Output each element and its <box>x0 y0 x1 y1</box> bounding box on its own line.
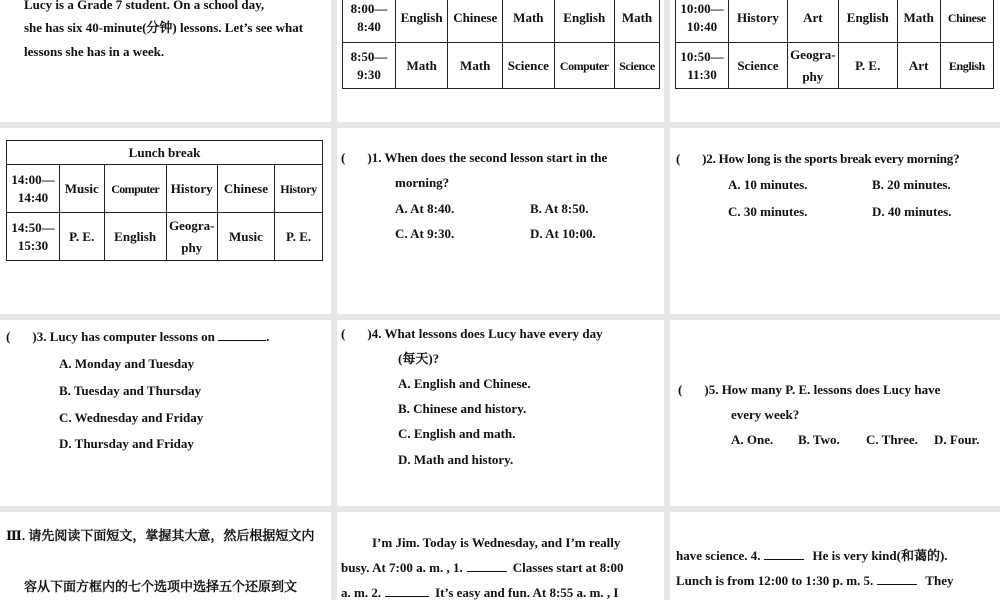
answer-blank[interactable] <box>218 328 266 341</box>
lesson-cell: English <box>554 0 615 43</box>
lunch-break-row: Lunch break <box>7 141 323 165</box>
lesson-cell: Chinese <box>448 0 503 43</box>
section-3-instruction-line-2: 容从下面方框内的七个选项中选择五个还原到文 <box>24 579 298 594</box>
lesson-cell: Art <box>787 0 838 43</box>
time-cell: 8:50— 9:30 <box>343 43 396 89</box>
panel-divider <box>0 506 1000 512</box>
lesson-cell: Geogra-phy <box>166 213 217 261</box>
question-4-option-c[interactable]: C. English and math. <box>398 426 516 441</box>
passage-line-3: a. m. 2. It’s easy and fun. At 8:55 a. m. , I <box>341 585 619 600</box>
question-1-stem: ( )1. When does the second lesson start in the <box>341 150 608 165</box>
section-3-instruction-line-1: Ⅲ. 请先阅读下面短文，掌握其大意，然后根据短文内 <box>6 528 315 543</box>
lesson-cell: History <box>166 165 217 213</box>
lesson-cell: English <box>396 0 448 43</box>
lesson-cell: Science <box>503 43 554 89</box>
lesson-cell: English <box>838 0 897 43</box>
question-4-option-b[interactable]: B. Chinese and history. <box>398 401 527 416</box>
time-cell: 8:00— 8:40 <box>343 0 396 43</box>
question-4-option-a[interactable]: A. English and Chinese. <box>398 376 531 391</box>
time-cell: 14:50— 15:30 <box>7 213 60 261</box>
intro-line-3: lessons she has in a week. <box>24 44 165 59</box>
panel-divider <box>0 122 1000 128</box>
lesson-cell: English <box>940 43 993 89</box>
schedule-table-afternoon <box>6 140 323 261</box>
question-1-option-c[interactable]: C. At 9:30. <box>395 226 455 241</box>
lesson-cell: History <box>275 165 323 213</box>
question-2-option-b[interactable]: B. 20 minutes. <box>872 177 951 192</box>
answer-blank[interactable] <box>467 559 507 572</box>
lesson-cell: P. E. <box>60 213 105 261</box>
question-1-option-b[interactable]: B. At 8:50. <box>530 201 589 216</box>
panel-divider <box>0 314 1000 320</box>
question-4-stem-cont: (每天)? <box>398 351 440 366</box>
question-4-stem: ( )4. What lessons does Lucy have every day <box>341 326 603 341</box>
question-3-option-a[interactable]: A. Monday and Tuesday <box>59 356 195 371</box>
question-1-option-a[interactable]: A. At 8:40. <box>395 201 455 216</box>
lesson-cell: Math <box>396 43 448 89</box>
schedule-table-morning-2 <box>675 0 994 89</box>
lesson-cell: Geogra-phy <box>787 43 838 89</box>
lesson-cell: Math <box>615 0 660 43</box>
question-5-stem-cont: every week? <box>731 407 800 422</box>
lesson-cell: Science <box>615 43 660 89</box>
passage-line-2: busy. At 7:00 a. m. , 1. Classes start at 8:00 <box>341 560 624 575</box>
question-1-stem-cont: morning? <box>395 175 450 190</box>
answer-blank[interactable] <box>764 547 804 560</box>
intro-line-1: Lucy is a Grade 7 student. On a school day, <box>24 0 265 12</box>
lesson-cell: Chinese <box>217 165 274 213</box>
lesson-cell: History <box>729 0 788 43</box>
lesson-cell: Music <box>217 213 274 261</box>
lesson-cell: Computer <box>554 43 615 89</box>
time-cell: 14:00— 14:40 <box>7 165 60 213</box>
question-1-option-d[interactable]: D. At 10:00. <box>530 226 596 241</box>
passage-line-1: I’m Jim. Today is Wednesday, and I’m really <box>372 535 621 550</box>
lesson-cell: Math <box>503 0 554 43</box>
question-2-option-d[interactable]: D. 40 minutes. <box>872 204 952 219</box>
question-3-option-b[interactable]: B. Tuesday and Thursday <box>59 383 202 398</box>
lesson-cell: Chinese <box>940 0 993 43</box>
schedule-table-morning-1 <box>342 0 660 89</box>
lesson-cell: Science <box>729 43 788 89</box>
passage-right-line-1: have science. 4. He is very kind(和蔼的). <box>676 548 948 563</box>
lesson-cell: Math <box>448 43 503 89</box>
question-5-option-b[interactable]: B. Two. <box>798 432 840 447</box>
question-2-option-a[interactable]: A. 10 minutes. <box>728 177 808 192</box>
question-5-option-c[interactable]: C. Three. <box>866 432 918 447</box>
answer-blank[interactable] <box>877 572 917 585</box>
question-3-option-c[interactable]: C. Wednesday and Friday <box>59 410 204 425</box>
lesson-cell: P. E. <box>838 43 897 89</box>
question-5-stem: ( )5. How many P. E. lessons does Lucy have <box>678 382 941 397</box>
time-cell: 10:50— 11:30 <box>676 43 729 89</box>
question-4-option-d[interactable]: D. Math and history. <box>398 452 514 467</box>
lesson-cell: Computer <box>104 165 166 213</box>
time-cell: 10:00— 10:40 <box>676 0 729 43</box>
question-3-stem: ( )3. Lucy has computer lessons on . <box>6 329 270 344</box>
lesson-cell: Music <box>60 165 105 213</box>
passage-right-line-2: Lunch is from 12:00 to 1:30 p. m. 5. They <box>676 573 954 588</box>
lesson-cell: Art <box>897 43 940 89</box>
intro-line-2: she has six 40-minute(分钟) lessons. Let’s see what <box>24 20 304 35</box>
question-5-option-d[interactable]: D. Four. <box>934 432 980 447</box>
lesson-cell: Math <box>897 0 940 43</box>
answer-blank[interactable] <box>385 584 429 597</box>
question-3-option-d[interactable]: D. Thursday and Friday <box>59 436 194 451</box>
question-2-stem: ( )2. How long is the sports break every morning? <box>676 151 960 166</box>
question-2-option-c[interactable]: C. 30 minutes. <box>728 204 808 219</box>
lesson-cell: English <box>104 213 166 261</box>
question-5-option-a[interactable]: A. One. <box>731 432 774 447</box>
lesson-cell: P. E. <box>275 213 323 261</box>
